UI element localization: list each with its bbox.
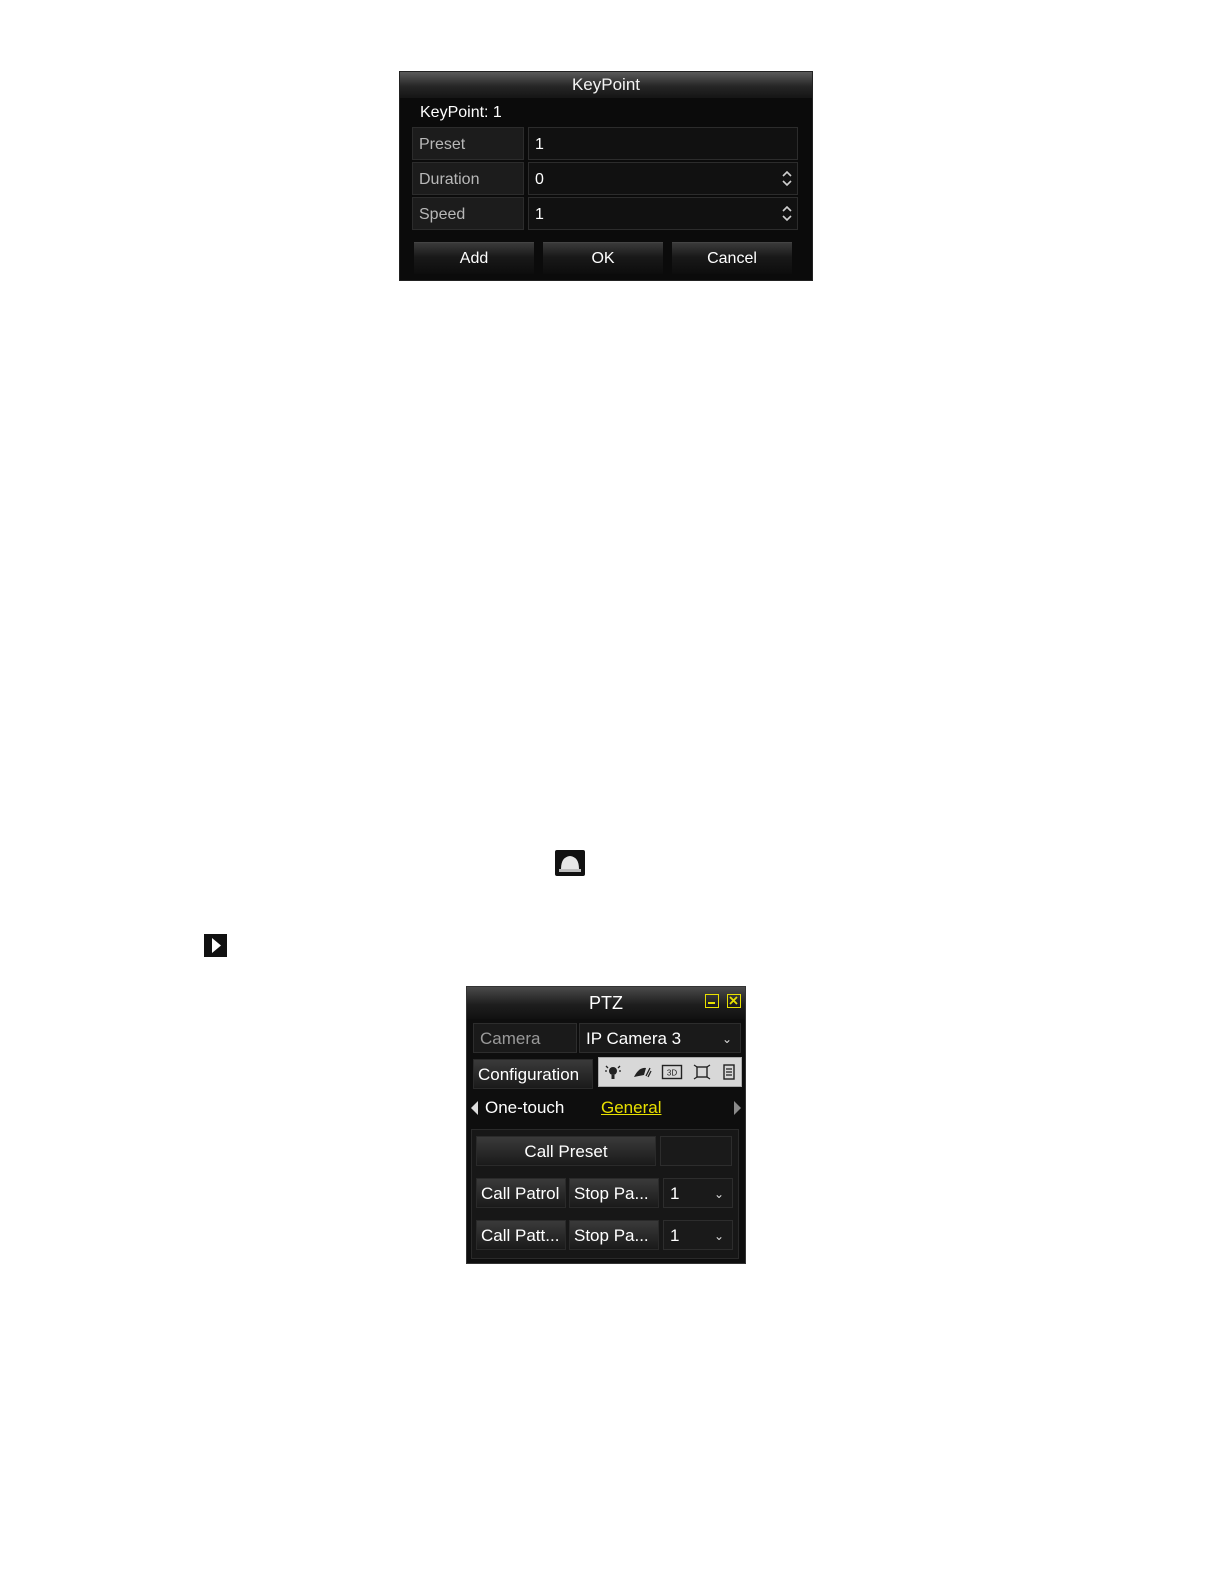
preset-field[interactable]: 1 — [528, 127, 798, 160]
light-icon[interactable] — [603, 1063, 623, 1081]
patrol-select-value: 1 — [670, 1184, 680, 1203]
camera-label: Camera — [473, 1023, 577, 1053]
speed-label: Speed — [412, 197, 524, 230]
tab-prev-icon[interactable] — [471, 1101, 479, 1115]
note-arrow-icon — [204, 934, 227, 957]
minimize-icon[interactable] — [705, 994, 719, 1008]
chevron-down-icon: ⌄ — [713, 1187, 724, 1201]
ok-button[interactable]: OK — [543, 242, 663, 274]
close-icon[interactable] — [727, 994, 741, 1008]
speed-value: 1 — [535, 206, 544, 223]
preset-label: Preset — [412, 127, 524, 160]
add-button[interactable]: Add — [414, 242, 534, 274]
camera-select-value: IP Camera 3 — [586, 1029, 682, 1048]
speed-row — [412, 197, 1198, 230]
chevron-down-icon: ⌄ — [721, 1032, 732, 1046]
call-preset-button[interactable]: Call Preset — [476, 1136, 656, 1166]
duration-row — [412, 162, 1198, 195]
chevron-down-icon: ⌄ — [713, 1229, 724, 1243]
keypoint-number-label: KeyPoint: 1 — [420, 104, 502, 121]
3d-zoom-icon[interactable] — [661, 1063, 683, 1081]
tab-next-icon[interactable] — [733, 1101, 741, 1115]
duration-label: Duration — [412, 162, 524, 195]
ptz-general-section — [471, 1129, 739, 1259]
call-patrol-button[interactable]: Call Patrol — [476, 1178, 566, 1208]
pattern-select-value: 1 — [670, 1226, 680, 1245]
wiper-icon[interactable] — [632, 1063, 652, 1081]
keypoint-dialog-title: KeyPoint — [400, 72, 812, 98]
ptz-toolbar — [598, 1057, 742, 1087]
camera-select[interactable] — [579, 1023, 741, 1053]
duration-stepper[interactable] — [528, 162, 798, 195]
preset-row — [412, 127, 1198, 160]
ptz-panel — [466, 986, 746, 1264]
spinner-arrows-icon[interactable] — [780, 163, 794, 194]
svg-text:3D: 3D — [666, 1068, 678, 1078]
menu-list-icon[interactable] — [721, 1063, 737, 1081]
ptz-title-text: PTZ — [589, 993, 623, 1013]
spinner-arrows-icon[interactable] — [780, 198, 794, 229]
patrol-select[interactable] — [663, 1178, 733, 1208]
pattern-select[interactable] — [663, 1220, 733, 1250]
preset-number-input[interactable] — [660, 1136, 732, 1166]
stop-pattern-button[interactable]: Stop Pa... — [569, 1220, 659, 1250]
keypoint-dialog — [399, 71, 813, 281]
cancel-button[interactable]: Cancel — [672, 242, 792, 274]
call-pattern-button[interactable]: Call Patt... — [476, 1220, 566, 1250]
ptz-control-icon — [555, 850, 585, 876]
duration-value: 0 — [535, 171, 544, 188]
configuration-button[interactable]: Configuration — [473, 1059, 593, 1089]
tab-general[interactable]: General — [601, 1098, 662, 1117]
stop-patrol-button[interactable]: Stop Pa... — [569, 1178, 659, 1208]
ptz-tabs — [467, 1093, 745, 1123]
speed-stepper[interactable] — [528, 197, 798, 230]
center-focus-icon[interactable] — [692, 1063, 712, 1081]
ptz-panel-title — [467, 987, 745, 1019]
tab-one-touch[interactable]: One-touch — [485, 1098, 565, 1117]
